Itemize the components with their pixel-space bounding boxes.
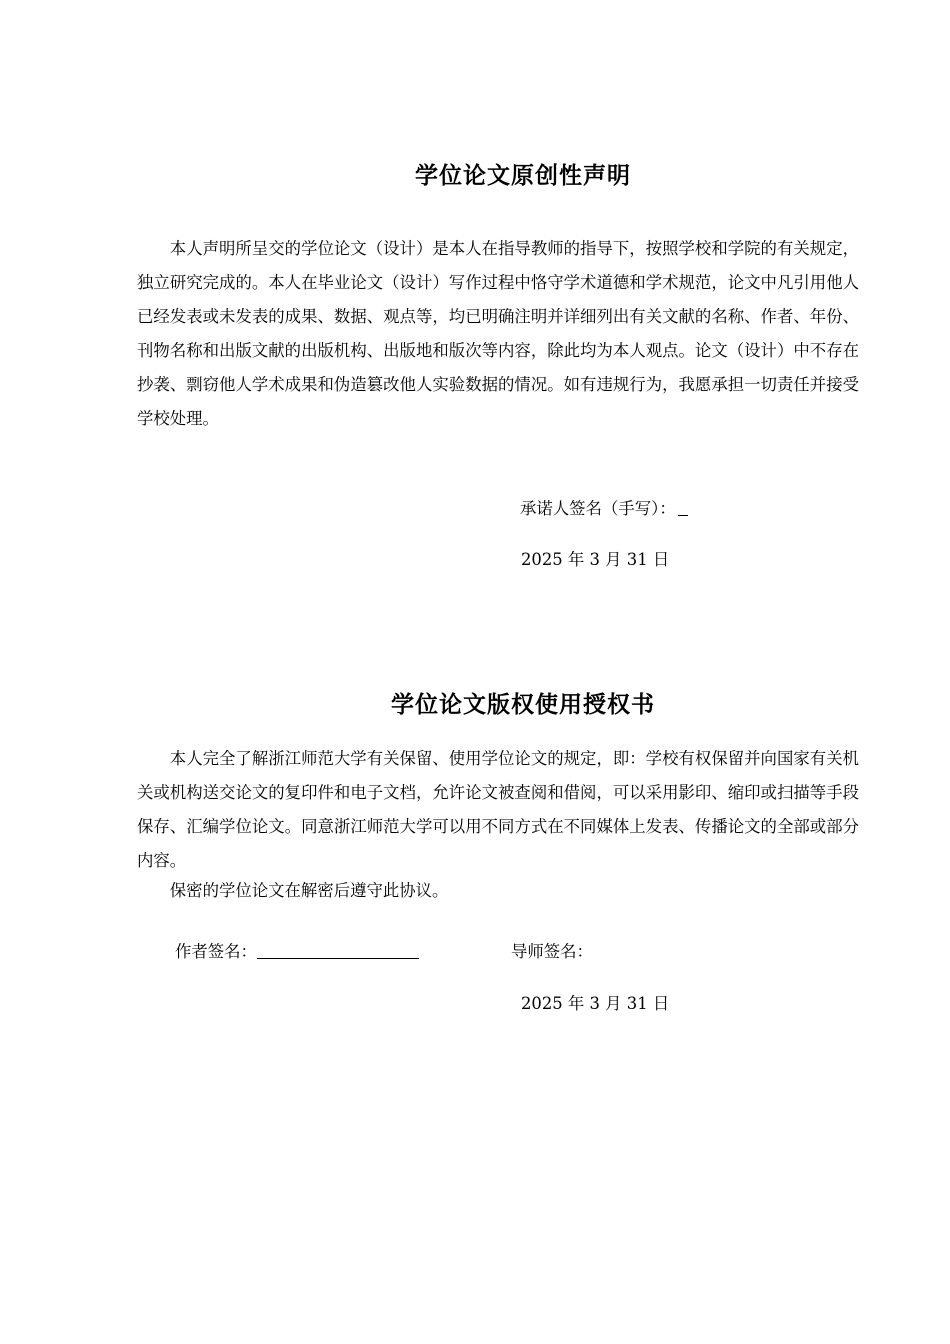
- advisor-signature-label: 导师签名：: [511, 942, 593, 961]
- declaration-body: 本人声明所呈交的学位论文（设计）是本人在指导教师的指导下，按照学校和学院的有关规定，独立研究完成的。本人在毕业论文（设计）写作过程中恪守学术道德和学术规范，论文中凡引用他人已经发表或未发表的成果、数据、观点等，均已明确注明并详细列出有关文献的名称、作者、年份、刊物名称和出版文献的出版机构、出版地和版次等内容，除此均为本人观点。论文（设计）中不存在抄袭、剽窃他人学术成果和伪造篡改他人实验数据的情况。如有违规行为，我愿承担一切责任并接受学校处理。: [137, 239, 859, 428]
- pledge-signature: [520, 497, 688, 521]
- pledge-signature-label: 承诺人签名（手写）：: [520, 499, 676, 518]
- declaration-date: 2025 年 3 月 31 日: [521, 550, 670, 569]
- author-signature-line: [257, 942, 419, 959]
- pledge-signature-line: [678, 499, 688, 516]
- authorization-body: 本人完全了解浙江师范大学有关保留、使用学位论文的规定，即：学校有权保留并向国家有关机关或机构送交论文的复印件和电子文档，允许论文被查阅和借阅，可以采用影印、缩印或扫描等手段保存、汇编学位论文。同意浙江师范大学可以用不同方式在不同媒体上发表、传播论文的全部或部分内容。: [137, 749, 859, 870]
- declaration-title: 学位论文原创性声明: [415, 163, 631, 189]
- author-signature-label: 作者签名：: [175, 942, 257, 961]
- authorization-date: 2025 年 3 月 31 日: [521, 994, 670, 1013]
- authorization-secrecy-note: 保密的学位论文在解密后遵守此协议。: [169, 881, 449, 900]
- authorization-title: 学位论文版权使用授权书: [391, 692, 655, 718]
- author-signature: [175, 940, 419, 964]
